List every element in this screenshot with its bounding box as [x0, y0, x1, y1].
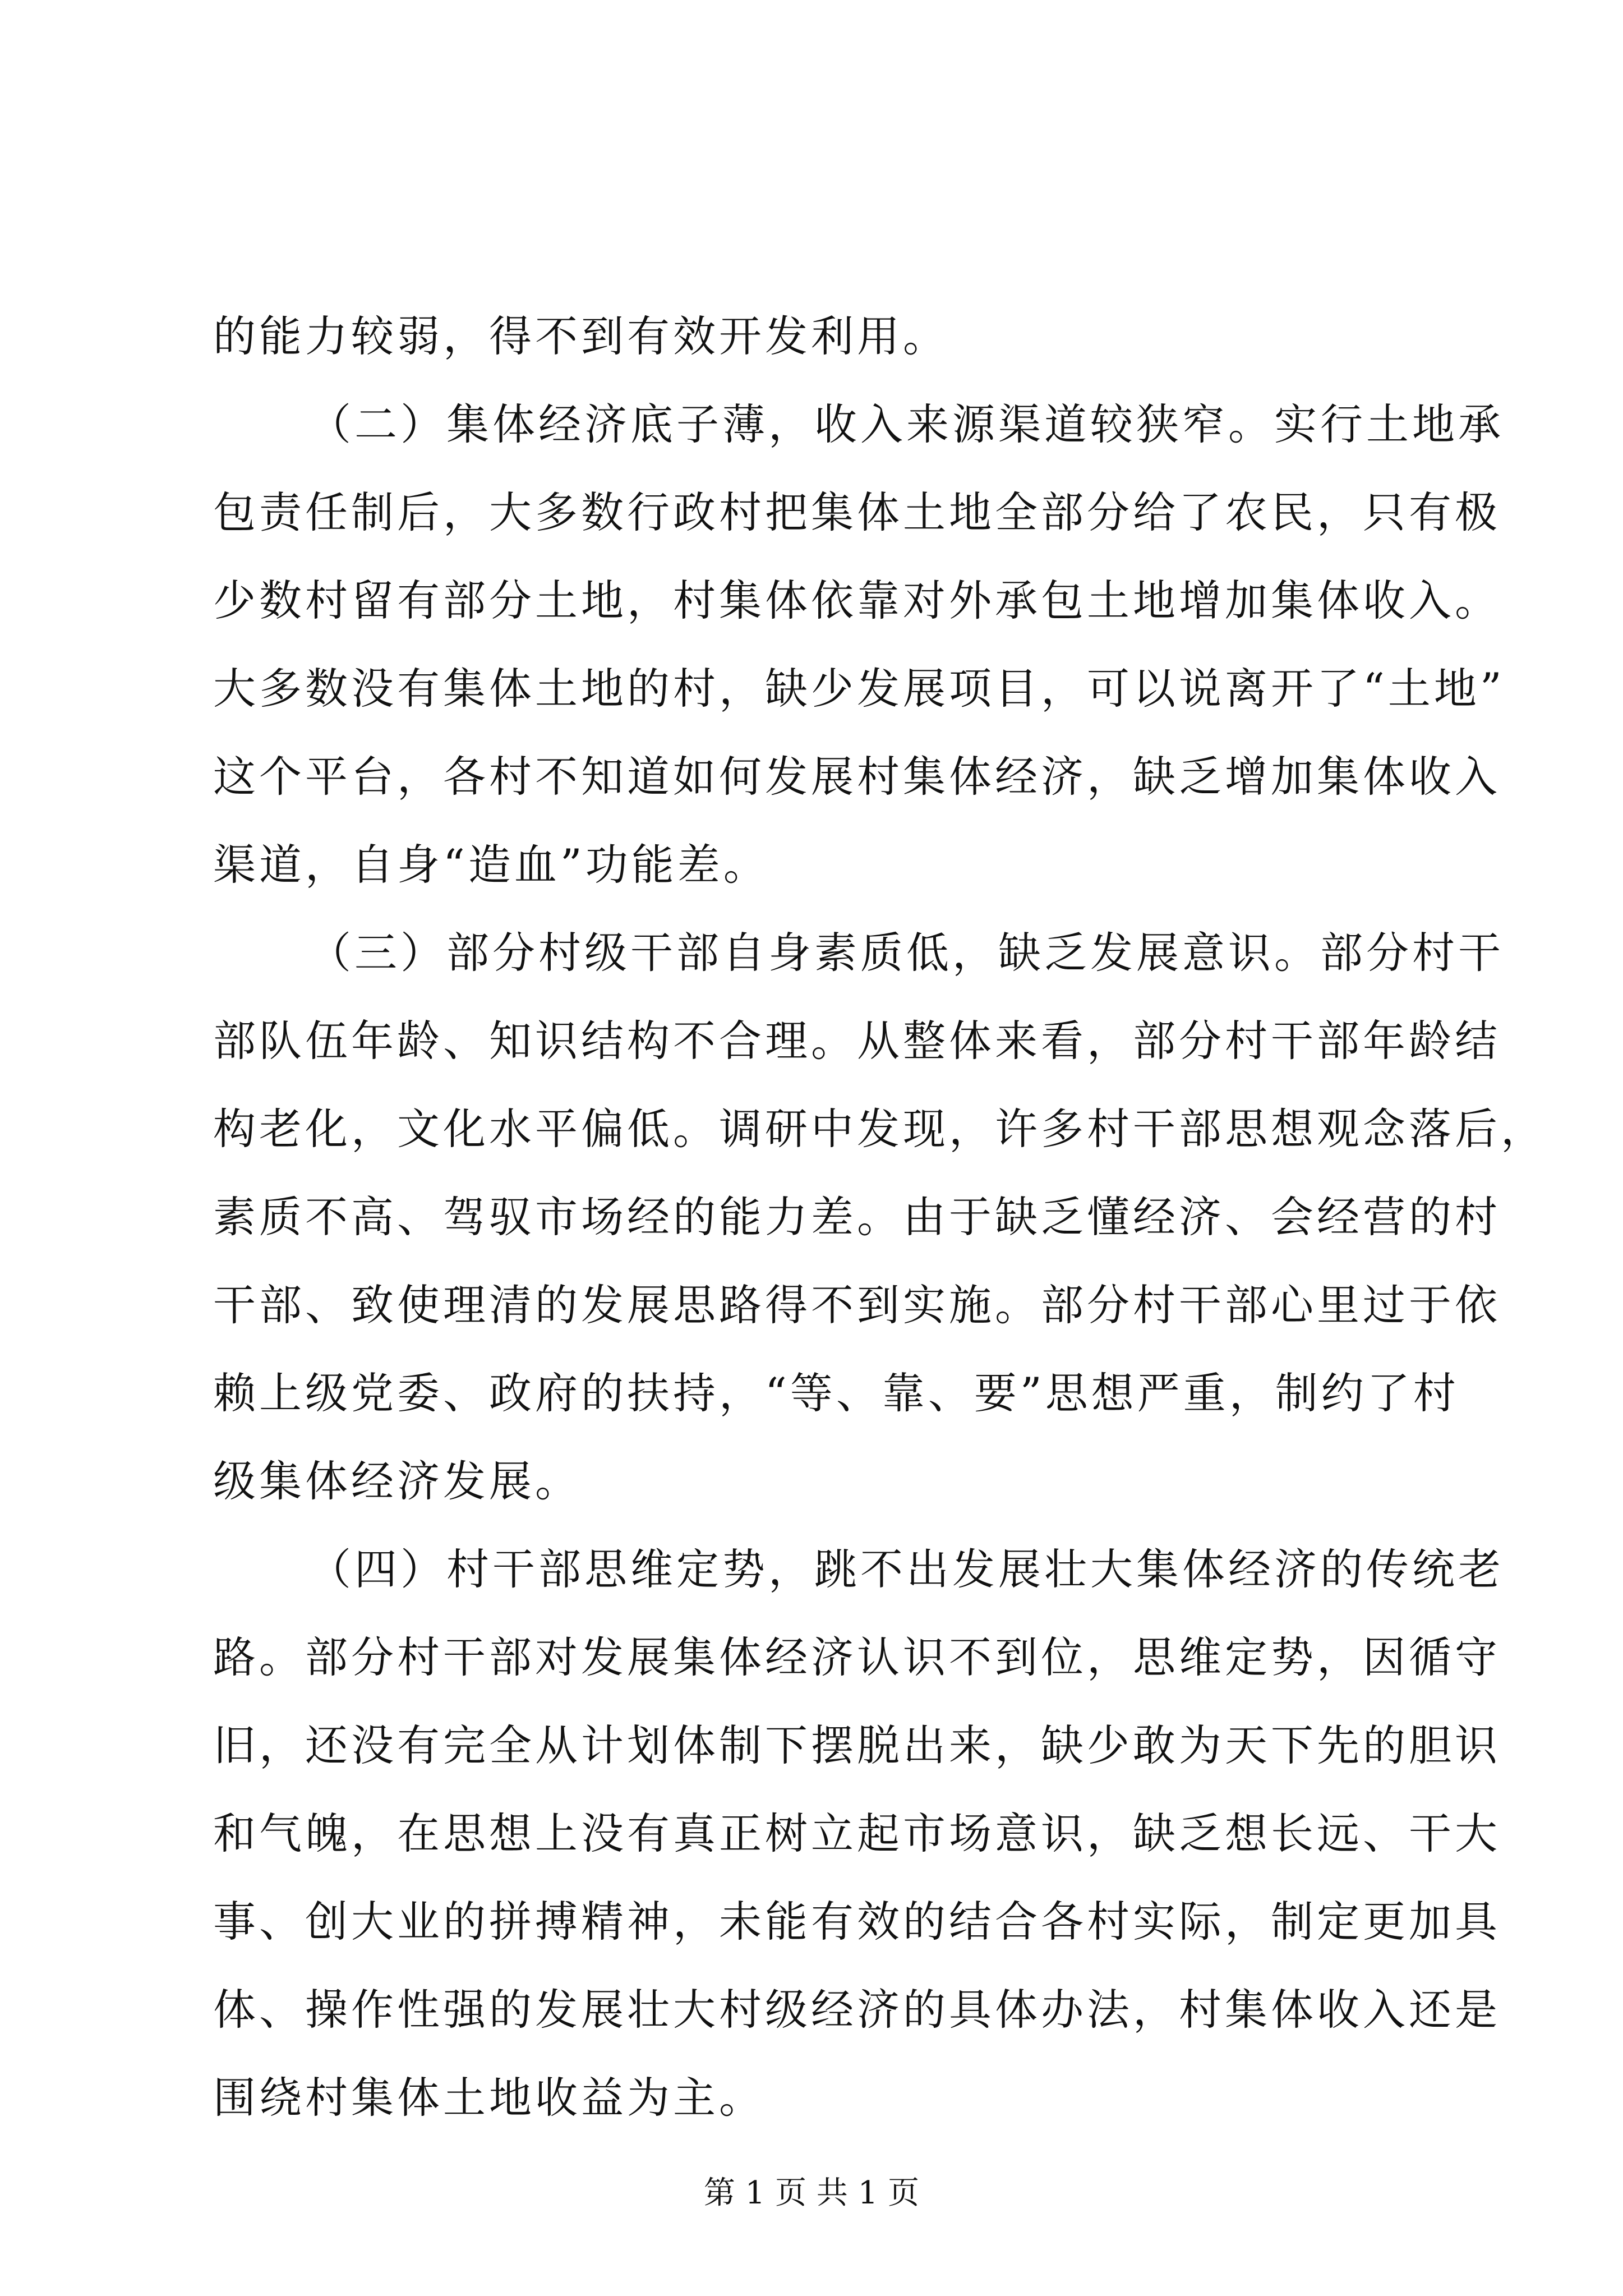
text-line: 这个平台，各村不知道如何发展村集体经济，缺乏增加集体收入: [213, 752, 1501, 802]
text-line: 事、创大业的拼搏精神，未能有效的结合各村实际，制定更加具: [213, 1897, 1501, 1947]
text-line: 干部、致使理清的发展思路得不到实施。部分村干部心里过于依: [213, 1280, 1501, 1330]
text-line: 围绕村集体土地收益为主。: [213, 2073, 765, 2123]
text-line: 部队伍年龄、知识结构不合理。从整体来看，部分村干部年龄结: [213, 1016, 1501, 1066]
text-line: 少数村留有部分土地，村集体依靠对外承包土地增加集体收入。: [213, 576, 1501, 625]
text-line: 和气魄，在思想上没有真正树立起市场意识，缺乏想长远、干大: [213, 1809, 1501, 1858]
paragraph-2-line: （二）集体经济底子薄，收入来源渠道较狭窄。实行土地承: [308, 399, 1504, 449]
text-line: 路。部分村干部对发展集体经济认识不到位，思维定势，因循守: [213, 1632, 1501, 1682]
text-line: 旧，还没有完全从计划体制下摆脱出来，缺少敢为天下先的胆识: [213, 1720, 1501, 1770]
text-line: 赖上级党委、政府的扶持，“等、靠、要”思想严重，制约了村: [213, 1368, 1459, 1418]
text-line: 渠道，自身“造血”功能差。: [213, 840, 769, 890]
text-line: 的能力较弱，得不到有效开发利用。: [213, 311, 949, 361]
text-line: 包责任制后，大多数行政村把集体土地全部分给了农民，只有极: [213, 487, 1501, 537]
text-line: 级集体经济发展。: [213, 1456, 581, 1506]
paragraph-4-line: （四）村干部思维定势，跳不出发展壮大集体经济的传统老: [308, 1544, 1504, 1594]
text-line: 构老化，文化水平偏低。调研中发现，许多村干部思想观念落后，: [213, 1104, 1547, 1154]
page-number-footer: 第 1 页 共 1 页: [703, 2175, 920, 2211]
text-line: 素质不高、驾驭市场经的能力差。由于缺乏懂经济、会经营的村: [213, 1192, 1501, 1242]
paragraph-3-line: （三）部分村级干部自身素质低，缺乏发展意识。部分村干: [308, 928, 1504, 978]
text-line: 大多数没有集体土地的村，缺少发展项目，可以说离开了“土地”: [213, 664, 1505, 714]
text-line: 体、操作性强的发展壮大村级经济的具体办法，村集体收入还是: [213, 1985, 1501, 2035]
